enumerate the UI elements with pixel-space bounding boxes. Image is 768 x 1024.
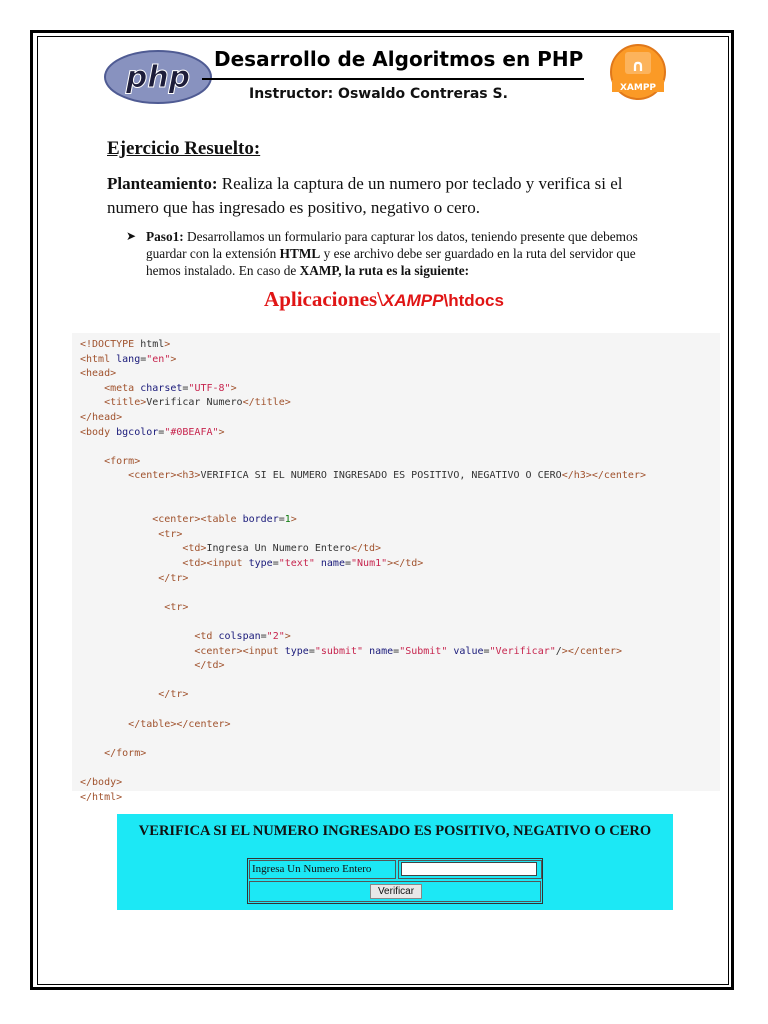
route-part-2: XAMPP xyxy=(383,291,444,310)
code-line: </body> xyxy=(80,777,123,788)
step-html-word: HTML xyxy=(279,246,321,261)
code-line: <body bgcolor="#0BEAFA"> xyxy=(80,426,225,438)
code-line: <head> xyxy=(80,368,117,380)
document-title: Desarrollo de Algoritmos en PHP xyxy=(214,47,584,71)
section-title: Ejercicio Resuelto: xyxy=(107,138,261,159)
verificar-button[interactable]: Verificar xyxy=(370,884,422,899)
code-line: <tr> xyxy=(164,601,189,613)
code-line: <tr> xyxy=(158,528,183,540)
statement-label: Planteamiento: xyxy=(107,174,218,193)
title-divider xyxy=(202,78,584,80)
problem-statement xyxy=(107,172,677,220)
code-line: <center><table border=1> xyxy=(152,514,297,526)
bullet-arrow-icon: ➤ xyxy=(126,229,137,243)
code-line: </td> xyxy=(194,660,225,672)
form-preview xyxy=(117,814,673,910)
install-route xyxy=(0,287,768,312)
code-line: </form> xyxy=(104,747,147,759)
code-line: </table></center> xyxy=(128,718,231,730)
code-line: <!DOCTYPE html> xyxy=(80,339,171,350)
php-logo xyxy=(104,49,212,105)
svg-text:∩: ∩ xyxy=(631,56,645,75)
instructor-name: Instructor: Oswaldo Contreras S. xyxy=(249,86,508,102)
code-line: <td><input type="text" name="Num1"></td> xyxy=(182,558,424,569)
preview-table xyxy=(247,858,543,904)
number-input-cell xyxy=(398,860,542,879)
code-line: </tr> xyxy=(158,689,189,701)
route-part-1: Aplicaciones\ xyxy=(264,287,384,311)
code-line: </html> xyxy=(80,791,123,803)
code-line: <title>Verificar Numero</title> xyxy=(104,397,291,409)
code-line: <td colspan="2"> xyxy=(194,631,291,642)
button-cell xyxy=(249,881,541,902)
code-line: </head> xyxy=(80,412,123,423)
step-text-end: XAMP, la ruta es la siguiente: xyxy=(299,263,470,278)
php-logo-text: php xyxy=(125,60,191,95)
step-text-1: Desarrollamos un formulario para capturar los datos, teniendo presente que debemos guardar con la extensión xyxy=(146,229,638,261)
xampp-logo-text: XAMPP xyxy=(619,83,657,93)
code-line: <center><input type="submit" name="Submit" value="Verificar"/></center> xyxy=(194,645,623,657)
code-line: <td>Ingresa Un Numero Entero</td> xyxy=(182,543,382,555)
route-part-3: \htdocs xyxy=(443,291,504,310)
code-line: <form> xyxy=(104,455,141,467)
code-line: <center><h3>VERIFICA SI EL NUMERO INGRESADO ES POSITIVO, NEGATIVO O CERO</h3></center> xyxy=(128,470,647,482)
code-line: <html lang="en"> xyxy=(80,353,177,365)
code-line: </tr> xyxy=(158,572,189,584)
preview-heading: VERIFICA SI EL NUMERO INGRESADO ES POSITIVO, NEGATIVO O CERO xyxy=(138,823,652,839)
step-text-2: y ese archivo debe ser guardado en la ruta del servidor que hemos instalado. En caso de xyxy=(146,246,636,278)
code-block xyxy=(72,333,720,803)
statement-text: Realiza la captura de un numero por teclado y verifica si el numero que has ingresado es positivo, negativo o cero. xyxy=(107,174,623,217)
xampp-logo xyxy=(604,44,672,100)
step-label: Paso1: xyxy=(146,229,184,244)
code-line: <meta charset="UTF-8"> xyxy=(104,382,237,394)
number-input[interactable] xyxy=(401,862,537,876)
number-label: Ingresa Un Numero Entero xyxy=(249,860,396,879)
